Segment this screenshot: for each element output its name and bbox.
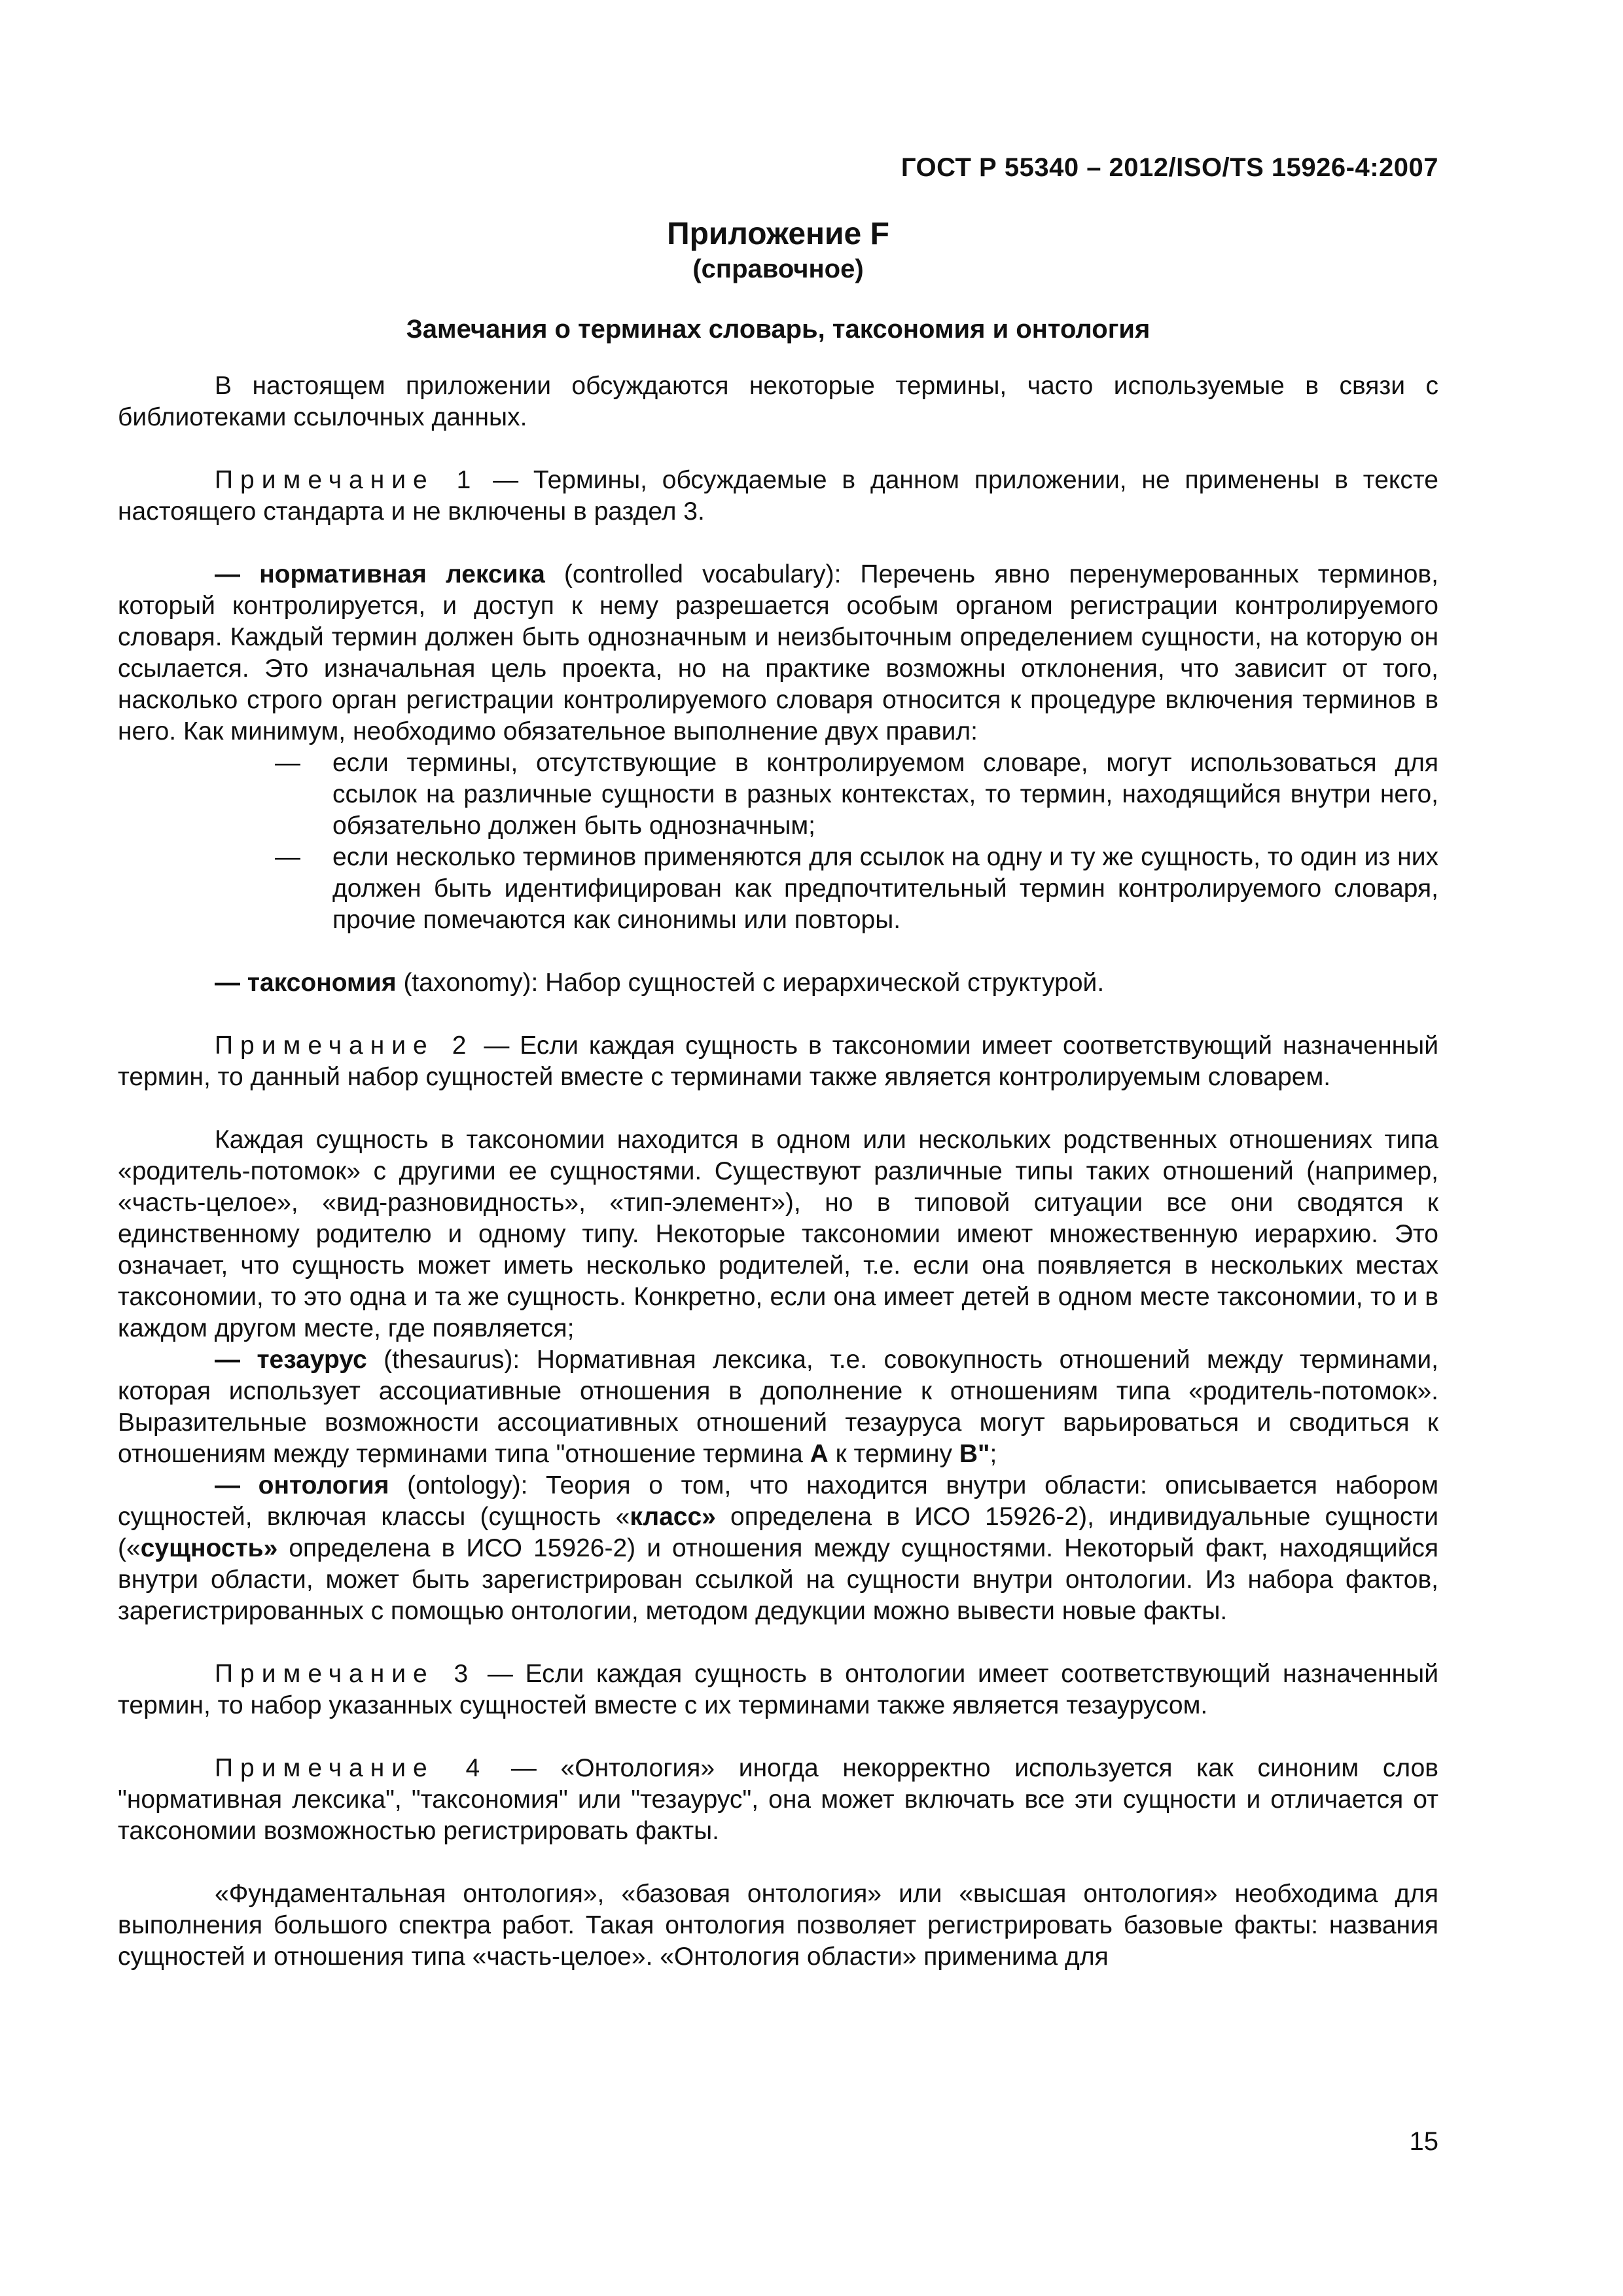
thes-a: А (810, 1440, 829, 1468)
note-3-text: — Если каждая сущность в онтологии имеет соответствующий назначенный термин, то набор указанных сущностей вместе с их терминами также является тезаурусом. (118, 1660, 1438, 1719)
ont-dash: — (215, 1471, 259, 1499)
rules-list (118, 747, 1438, 936)
list-dash: — (275, 843, 300, 871)
final-paragraph: «Фундаментальная онтология», «базовая онтология» или «высшая онтология» необходима для выполнения большого спектра работ. Такая онтология позволяет регистрировать базовые факты: названия сущностей и отношения типа «часть-целое». «Онтология области» применима для (118, 1880, 1438, 1971)
cv-dash: — (215, 560, 260, 588)
appendix-title: Приложение F (667, 217, 889, 251)
definition-taxonomy (118, 967, 1438, 999)
definition-controlled-vocabulary (118, 559, 1438, 747)
note-1 (118, 465, 1438, 528)
ont-text-3: определена в ИСО 15926-2) и отношения между сущностями. Некоторый факт, находящийся внутри области, может быть зарегистрирован ссылкой на сущности внутри онтологии. Из набора фактов, зарегистрированных с помощью онтологии, методом дедукции можно вывести новые факты. (118, 1534, 1438, 1625)
list-item (118, 747, 1438, 842)
list-item (118, 842, 1438, 936)
thes-dash: — (215, 1346, 257, 1374)
thes-text: (thesaurus): Нормативная лексика, т.е. совокупность отношений между терминами, которая использует ассоциативные отношения в дополнение к отношениям типа «родитель-потомок». Выразительные возможности ассоциативных отношений тезауруса могут варьироваться и сводиться к отношениям между терминами типа "отношение термина (118, 1346, 1438, 1468)
thes-term: тезаурус (257, 1346, 367, 1374)
definition-thesaurus (118, 1344, 1438, 1470)
thes-end: ; (990, 1440, 997, 1468)
note-4-text: — «Онтология» иногда некорректно используется как синоним слов "нормативная лексика", "таксономия" или "тезаурус", она может включать все эти сущности и отличается от таксономии возможностью регистрировать факты. (118, 1754, 1438, 1845)
list-item-text: если несколько терминов применяются для ссылок на одну и ту же сущность, то один из них должен быть идентифицирован как предпочтительный термин контролируемого словаря, прочие помечаются как синонимы или повторы. (332, 843, 1438, 934)
thes-b: В" (959, 1440, 990, 1468)
note-4 (118, 1753, 1438, 1847)
ont-class: класс» (630, 1503, 716, 1531)
taxonomy-paragraph: Каждая сущность в таксономии находится в одном или нескольких родственных отношениях типа «родитель-потомок» с другими ее сущностями. Существуют различные типы таких отношений (например, «часть-целое», «вид-разновидность», «тип-элемент»), но в типовой ситуации все они сводятся к единственному родителю и одному типу. Некоторые таксономии имеют множественную иерархию. Это означает, что сущность может иметь несколько родителей, т.е. если она появляется в нескольких местах таксономии, то это одна и та же сущность. Конкретно, если она имеет детей в одном месте таксономии, то и в каждом другом месте, где появляется; (118, 1126, 1438, 1342)
note-1-text: — Термины, обсуждаемые в данном приложении, не применены в тексте настоящего стандарта и не включены в раздел 3. (118, 466, 1438, 526)
note-2-text: — Если каждая сущность в таксономии имеет соответствующий назначенный термин, то данный набор сущностей вместе с терминами также является контролируемым словарем. (118, 1031, 1438, 1091)
note-2 (118, 1030, 1438, 1093)
cv-term: нормативная лексика (259, 560, 545, 588)
list-item-text: если термины, отсутствующие в контролируемом словаре, могут использоваться для ссылок на различные сущности в разных контекстах, то термин, находящийся внутри него, обязательно должен быть однозначным; (332, 749, 1438, 840)
tax-dash: — (215, 969, 247, 997)
note-4-label: Примечание 4 (215, 1754, 488, 1782)
note-1-label: Примечание 1 (215, 466, 478, 494)
ont-entity: сущность» (140, 1534, 278, 1562)
ont-text-1: (ontology): Теория о том, что находится внутри области: описывается набором сущностей, включая классы (сущность « (118, 1471, 1439, 1531)
thes-mid: к термину (828, 1440, 959, 1468)
list-dash: — (275, 749, 300, 777)
appendix-heading: Замечания о терминах словарь, таксономия и онтология (406, 315, 1150, 344)
tax-term: таксономия (247, 969, 397, 997)
note-2-label: Примечание 2 (215, 1031, 474, 1060)
intro-paragraph: В настоящем приложении обсуждаются некоторые термины, часто используемые в связи с библиотеками ссылочных данных. (118, 372, 1438, 431)
cv-text: (controlled vocabulary): Перечень явно перенумерованных терминов, который контролируется, и доступ к нему разрешается особым органом регистрации контролируемого словаря. Каждый термин должен быть однозначным и неизбыточным определением сущности, на которую он ссылается. Это изначальная цель проекта, но на практике возможны отклонения, что зависит от того, насколько строго орган регистрации контролируемого словаря относится к процедуре включения терминов в него. Как минимум, необходимо обязательное выполнение двух правил: (118, 560, 1438, 745)
page-content (118, 216, 1438, 1973)
appendix-subtitle: (справочное) (692, 255, 864, 283)
definition-ontology (118, 1470, 1438, 1627)
ont-term: онтология (258, 1471, 389, 1499)
standard-designation: ГОСТ Р 55340 – 2012/ISO/TS 15926-4:2007 (901, 153, 1438, 182)
note-3-label: Примечание 3 (215, 1660, 476, 1688)
page-number: 15 (1409, 2127, 1438, 2156)
tax-text: (taxonomy): Набор сущностей с иерархической структурой. (396, 969, 1105, 997)
ont-text-2: определена в ИСО 15926-2), индивидуальные сущности (« (118, 1503, 1439, 1562)
note-3 (118, 1659, 1438, 1721)
